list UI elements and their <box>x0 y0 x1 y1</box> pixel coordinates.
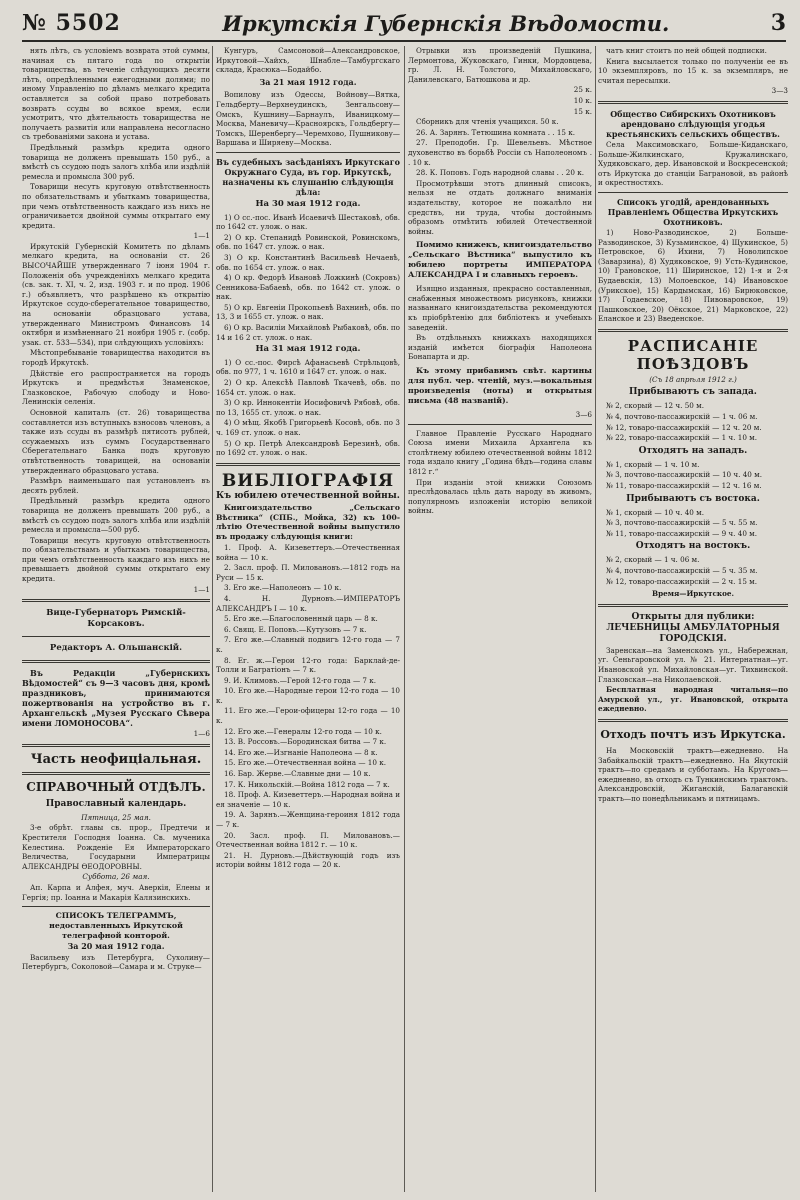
telegram-list: Вопилову изъ Одессы, Войнову—Вятка, Гельдберту—Верхнеудинскъ, Зенгальсону—Омскъ, Кушнину—Барнаулъ, Иваницкому—Москва, Маневичу—Красноярскъ, Гольдбергу—Томскъ, Шеренбергу—Черемхово, Пушникову—Варшава и Ширяеву—Москва. <box>216 90 400 148</box>
divider <box>22 744 210 747</box>
schedule-section-title: Отходятъ на востокъ. <box>635 541 751 552</box>
book-item: 6. Свящ. Е. Поповъ.—Кутузовъ — 7 к. <box>224 624 367 634</box>
paragraph: Отрывки изъ произведеній Пушкина, Лермонтова, Жуковскаго, Гинки, Мордовцева, гр. Л. Н. Толстого, Михайловскаго, Данилевскаго, Батюшкова и др. <box>408 46 592 84</box>
schedule-row: № 12, товаро-пассажирскій — 2 ч. 15 м. <box>606 576 758 586</box>
divider <box>408 424 592 425</box>
schedule-row: № 2, скорый — 1 ч. 06 м. <box>606 555 700 565</box>
schedule-row: № 3, почтово-пассажирскій — 5 ч. 55 м. <box>606 518 758 528</box>
page-header <box>22 6 786 42</box>
court-case: 5) О кр. Петрѣ Александровѣ Березинѣ, обв. по 1692 ст. улож. о нак. <box>216 438 400 458</box>
divider <box>22 906 210 907</box>
reference-section-title: СПРАВОЧНЫЙ ОТДѢЛЪ. <box>26 779 206 794</box>
paragraph: Просмотрѣвши этотъ длинный списокъ, нельзя не отдать должнаго вниманія издательству, которое не пожалѣло ни средствъ, ни труда, чтобы достойнымъ образомъ отмѣтить юбилей Отечественной войны. <box>408 178 592 236</box>
book-item: 28. К. Поповъ. Годъ народной славы . . 20 к. <box>416 168 585 178</box>
unofficial-section-title: Часть неофиціальная. <box>30 751 202 767</box>
signature-code: 1—1 <box>193 584 210 594</box>
schedule-row: № 4, почтово-пассажирскій — 5 ч. 35 м. <box>606 566 758 575</box>
book-item: 19. А. Зарянъ.—Женщина-героиня 1812 года — 7 к. <box>216 810 400 829</box>
train-schedule-title: РАСПИСАНІЕ ПОѢЗДОВЪ <box>627 336 759 373</box>
column-3 <box>408 46 592 1192</box>
book-item: 9. И. Климовъ.—Герой 12-го года — 7 к. <box>224 675 377 685</box>
paragraph: чатъ книг стоитъ по ней общей подписки. <box>606 46 767 55</box>
portrait-notice: Помимо книжекъ, книгоиздательство „Сельскаго Вѣстника“ выпустило къ юбилею портреты ИМПЕРАТОРА АЛЕКСАНДРА I и славныхъ героевъ. <box>408 240 592 280</box>
schedule-row: № 1, скорый — 1 ч. 10 м. <box>606 459 700 469</box>
book-item: 17. К. Никольскій.—Война 1812 года — 7 к. <box>224 779 390 789</box>
paragraph: Товарищи несутъ круговую отвѣтственность по обязательствамъ и убыткамъ товарищества, при чемъ отвѣтственность каждаго изъ нихъ не превышаетъ двойной суммы открытаго ему кредита. <box>22 535 210 584</box>
paragraph: Предѣльный размѣръ кредита одного товарища не долженъ превышать 150 руб., а вмѣстѣ съ ссудою подъ залогъ хлѣба или издѣлій ремесла и промысла 300 руб. <box>22 142 210 181</box>
column-divider <box>595 46 596 1192</box>
book-item: 20. Засл. проф. П. Миловановъ.—Отечественная война 1812 г. — 10 к. <box>216 830 400 850</box>
court-case: 2) О кр. Степанидѣ Ровинской, Ровинскомъ, обв. по 1647 ст. улож. о нак. <box>216 232 400 252</box>
publisher-intro: Книгоиздательство „Сельскаго Вѣстника“ (СПБ., Мойка, 32) къ 100-лѣтію Отечественной войны выпустило въ продажу слѣдующія книги: <box>216 502 400 542</box>
bibliography-title: ВИБЛІОГРАФІЯ <box>221 470 395 491</box>
schedule-section-title: Отходятъ на западъ. <box>638 445 748 456</box>
book-item: 21. Н. Дурновъ.—Дѣйствующій годъ изъ исторіи войны 1812 года — 20 к. <box>216 850 400 870</box>
schedule-rows <box>598 555 788 586</box>
publication-title: Иркутскія Губернскія Вѣдомости. <box>222 10 670 36</box>
book-item: 27. Преподобн. Гр. Шевельевъ. Мѣстное духовенство въ борьбѣ Россіи съ Наполеономъ . . 10 к. <box>408 138 592 167</box>
book-item: 8. Ег. ж.—Герои 12-го года: Барклай-де-Толли и Багратіонъ — 7 к. <box>216 655 400 675</box>
schedule-row: № 11, товаро-пассажирскій — 12 ч. 16 м. <box>606 481 762 491</box>
calendar-day: Пятница, 25 мая. <box>81 812 151 822</box>
paragraph: Товарищи несутъ круговую отвѣтственность по обязательствамъ и убыткамъ товарищества, при чемъ отвѣтственность каждаго изъ нихъ не ограничивается двойной суммы открытаго ему кредита. <box>22 182 210 230</box>
column-1 <box>22 46 210 1192</box>
schedule-rows <box>598 508 788 539</box>
divider <box>22 660 210 663</box>
book-item: 5. Его же.—Благословенный царь — 8 к. <box>224 614 378 624</box>
court-case: 1) О сс.-пос. Фирсѣ Афанасьевѣ Стрѣльцовѣ, обв. по 977, 1 ч. 1610 и 1647 ст. улож. о нак. <box>216 357 400 377</box>
divider <box>598 604 788 607</box>
schedule-section-title: Прибываютъ съ запада. <box>629 387 757 398</box>
signature-code: 3—3 <box>771 86 788 96</box>
editor-signature: Редакторъ А. Ольшанскій. <box>49 643 183 654</box>
schedule-row: № 4, почтово-пассажирскій — 1 ч. 06 м. <box>606 412 758 422</box>
schedule-section-title: Прибываютъ съ востока. <box>626 493 760 504</box>
vice-governor-signature: Вице-Губернаторъ Римскій-Корсаковъ. <box>46 608 186 630</box>
book-item: 4. Н. Дурновъ.—ИМПЕРАТОРЪ АЛЕКСАНДРЪ I — 10 к. <box>216 593 400 613</box>
column-divider <box>404 46 405 1192</box>
telegram-date: За 21 мая 1912 года. <box>259 76 357 87</box>
telegram-date: За 20 мая 1912 года. <box>67 941 165 952</box>
book-item: 18. Проф. А. Кизеветтеръ.—Народная война и ея значеніе — 10 к. <box>216 790 400 809</box>
calendar-title: Православный календарь. <box>45 798 187 809</box>
schedule-rows <box>598 401 788 442</box>
paragraph: 1) Ново-Разводинское, 2) Больше-Разводинское, 3) Кузьминское, 4) Щукинское, 5) Петровское, 6) Ихини, 7) Новолипское (Заварзина), 8) Худяковское, 9) Усть-Кудинское, 10) Грановское, 11) Ширинское, 12) 1-я и 2-я Будаевскія, 13) Молоевское, 14) Ивановское (Урикское), 15) Кардымская, 16) Бирюковское, 17) Годаевское, 18) Пивоваровское, 19) Пашковское, 20) Оёкское, 21) Марковское, 22) Еланское и 23) Введенское. <box>598 227 788 324</box>
clinics-title: Открыты для публики: ЛЕЧЕБНИЦЫ АМБУЛАТОРНЫЯ ГОРОДСКІЯ. <box>606 611 780 644</box>
schedule-row: № 2, скорый — 12 ч. 50 м. <box>606 401 704 411</box>
book-item: 7. Его же.—Славный подвигъ 12-го года — 7 к. <box>216 635 400 654</box>
court-case: 5) О кр. Евгеніи Прокопьевѣ Вахнинѣ, обв. по 13, 3 и 1655 ст. улож. о нак. <box>216 302 400 322</box>
court-case: 3) О кр. Иннокентіи Иосифовичѣ Рябовѣ, обв. по 13, 1655 ст. улож. о нак. <box>216 398 400 417</box>
book-item: 15. Его же.—Отечественная война — 10 к. <box>224 758 386 768</box>
court-date: На 30 мая 1912 года. <box>255 198 361 209</box>
signature-code: 1—6 <box>193 729 210 739</box>
paragraph: Сборникъ для чтенія учащихся. 50 к. <box>416 117 559 127</box>
page-number: 3 <box>770 10 786 36</box>
jubilee-subtitle: Къ юбилею отечественной войны. <box>216 490 400 501</box>
calendar-day: Суббота, 26 мая. <box>82 872 150 882</box>
telegram-list: Кунгуръ, Самсоновой—Александровское, Иркутовой—Хайхъ, Шнабле—Тамбургскаго склада, Красюка—Бодайбо. <box>216 46 400 75</box>
book-list <box>216 543 400 870</box>
paragraph: На Московскій трактъ—ежедневно. На Забайкальскій трактъ—ежедневно. На Якутскій трактъ—по средамъ и субботамъ. На Кругомъ—ежедневно, въ отходъ съ Тункинскимъ трактомъ. Александровскій, Жиганскій, Балаганскій трактъ—по понедѣльникамъ и пятницамъ. <box>598 745 788 803</box>
paragraph: Книга высылается только по полученіи ее въ 10 экземпляровъ, по 15 к. за экземпляръ, не считая пересылки. <box>598 56 788 85</box>
paragraph: Основной капиталъ (ст. 26) товарищества составляется изъ вступныхъ взносовъ членовъ, а также изъ ссуды въ размѣрѣ пятисотъ рублей, ссужаемыхъ изъ суммъ Государственнаго Сберегательнаго Банка подъ круговую отвѣтственность товарищей, на основаніи утвержденнаго образцоваго устава. <box>22 407 210 475</box>
book-item: 12. Его же.—Генералы 12-го года — 10 к. <box>224 726 382 736</box>
schedule-row: № 3, почтово-пассажирскій — 10 ч. 40 м. <box>606 470 763 480</box>
book-item: 3. Его же.—Наполеонъ — 10 к. <box>224 583 342 593</box>
paragraph: Мѣстопребываніе товарищества находится въ городѣ Иркутскѣ. <box>22 348 210 367</box>
court-case: 4) О мѣщ. Якобѣ Григорьевѣ Косовѣ, обв. по 3 ч. 169 ст. улож. о нак. <box>216 418 400 437</box>
post-title: Отходъ почтъ изъ Иркутска. <box>600 727 786 741</box>
column-2 <box>216 46 400 1192</box>
divider <box>22 772 210 775</box>
signature-code: 3—6 <box>575 410 592 420</box>
court-case: 2) О кр. Алексѣѣ Павловѣ Ткачевѣ, обв. по 1654 ст. улож. о нак. <box>216 378 400 397</box>
price: 15 к. <box>573 106 592 116</box>
calendar-text: Ап. Карпа и Алфея, муч. Аверкія, Елены и Гергія; пр. Іоанна и Макарія Калязинскихъ. <box>22 883 210 902</box>
paragraph: При изданіи этой книжки Союзомъ преслѣдовалась цѣль дать народу въ живомъ, популярномъ изложеніи исторію великой войны. <box>408 477 592 516</box>
paragraph: Въ отдѣльныхъ книжкахъ находящихся изданій имѣется біографія Наполеона Бонапарта и др. <box>408 333 592 362</box>
paragraph: Предѣльный размѣръ кредита одного товарища не долженъ превышать 200 руб., а вмѣстѣ съ ссудою подъ залогъ хлѣба или издѣлій ремесла и промысла—500 руб. <box>22 496 210 535</box>
paragraph: Главное Правленіе Русскаго Народнаго Союза имени Михаила Архангела къ столѣтнему юбилею отечественной войны 1812 года издало книгу „Година бѣдъ—година славы 1812 г.“ <box>408 428 592 476</box>
court-case: 3) О кр. Константинѣ Васильевѣ Нечаевѣ, обв. по 1654 ст. улож. о нак. <box>216 252 400 272</box>
divider <box>598 719 788 722</box>
divider <box>598 329 788 332</box>
telegram-list: Васильеву изъ Петербурга, Сухолину—Петербургъ, Соколовой—Самара и м. Струке— <box>22 952 210 972</box>
price: 10 к. <box>573 95 592 105</box>
calendar-text: 3-е обрѣт. главы св. прор., Предтечи и Крестителя Господня Іоанна. Св. мученика Келестина. Рожденіе Ея Императорскаго Величества, Государыни Императрицы АЛЕКСАНДРЫ ѲЕОДОРОВНЫ. <box>22 823 210 871</box>
telegram-list-title: СПИСОКЪ ТЕЛЕГРАММЪ, недоставленныхъ Иркутской телеграфной конторой. <box>49 911 183 941</box>
paragraph: Изящно изданныя, прекрасно составленныя, снабженныя множествомъ рисунковъ, книжки названнаго книгоиздательства рекомендуются къ пріобрѣтенію для библіотекъ и учебныхъ заведеній. <box>408 284 592 332</box>
paragraph: Заренская—на Заменскомъ ул., Набережная, уг. Сеньгаровской ул. № 21. Интернатная—уг. Ивановской ул. Михайловская—уг. Тихвинской. Глазковская—на Николаевской. <box>598 645 788 684</box>
book-item: 2. Засл. проф. П. Миловановъ.—1812 годъ на Руси — 15 к. <box>216 563 400 582</box>
column-divider <box>212 46 213 1192</box>
court-section-title: Въ судебныхъ засѣданіяхъ Иркутскаго Окружнаго Суда, въ гор. Иркутскѣ, назначены къ слушанію слѣдующія дѣла: <box>216 156 400 197</box>
book-item: 1. Проф. А. Кизеветтеръ.—Отечественная война — 10 к. <box>216 542 400 562</box>
court-case: 1) О сс.-пос. Иванѣ Исаевичѣ Шестаковѣ, обв. по 1642 ст. улож. о нак. <box>216 212 400 232</box>
court-case: 6) О кр. Василіи Михайловѣ Рыбаковѣ, обв. по 14 и 16 2 ст. улож. о нак. <box>216 323 400 342</box>
paragraph: Дѣйствіе его распространяется на городъ Иркутскъ и предмѣстья Знаменское, Глазковское, Рабочую слободу и Ново-Ленинскія селенія. <box>22 368 210 407</box>
signature-code: 1—1 <box>193 231 210 241</box>
schedule-row: № 1, скорый — 10 ч. 40 м. <box>606 507 704 517</box>
grounds-list-title: Списокъ угодій, арендованныхъ Правленіемъ Общества Иркутскихъ Охотниковъ. <box>607 196 779 227</box>
divider <box>22 599 210 602</box>
schedule-subtitle: (Съ 18 апрѣля 1912 г.) <box>649 374 737 384</box>
divider <box>216 463 400 466</box>
parts-notice: Къ этому прибавимъ свѣт. картины для публ. чер. чтеній, муз.—вокальныя произведенія (ноты) и открытыя письма (48 названій). <box>408 366 592 406</box>
price: 25 к. <box>573 85 592 95</box>
book-item: 26. А. Зарянъ. Тетюшина комната . . 15 к. <box>416 127 576 137</box>
time-note: Время—Иркутское. <box>652 589 734 599</box>
issue-number: № 5502 <box>22 10 121 36</box>
divider <box>598 101 788 104</box>
book-item: 16. Бар. Жерве.—Славные дни — 10 к. <box>224 769 371 779</box>
hunters-title: Общество Сибирскихъ Охотниковъ арендовано слѣдующія угодья крестьянскихъ сельскихъ обществъ. <box>606 108 780 139</box>
column-4 <box>598 46 788 1192</box>
schedule-row: № 12, товаро-пассажирскій — 12 ч. 20 м. <box>606 422 762 432</box>
divider <box>22 636 210 637</box>
paragraph: Села Максимовскаго, Больше-Киданскаго, Больше-Жилкинскаго, Кружалинскаго, Худяковскаго, дер. Ивановской и Воскресенской; отъ Иркутска до станціи Баграновой, въ районѣ и окрестностяхъ. <box>598 139 788 188</box>
schedule-rows <box>598 460 788 491</box>
paragraph: Бесплатная народная читальня—по Амурской ул., уг. Ивановской, открыта ежедневно. <box>598 685 788 714</box>
schedule-row: № 22, товаро-пассажирскій — 1 ч. 10 м. <box>606 433 758 443</box>
book-item: 13. В. Россовъ.—Бородинская битва — 7 к. <box>224 737 387 747</box>
court-case: 4) О кр. Федорѣ Ивановѣ Ложкинѣ (Сокровъ) Сенникова-Бабаевѣ, обв. по 1642 ст. улож. о нак. <box>216 273 400 302</box>
court-date: На 31 мая 1912 года. <box>255 344 361 355</box>
book-item: 14. Его же.—Изгнаніе Наполеона — 8 к. <box>224 747 378 757</box>
divider <box>598 192 788 193</box>
paragraph: Иркутскій Губернскій Комитетъ по дѣламъ мелкаго кредита, на основаніи ст. 26 ВЫСОЧАЙШЕ утвержденнаго 7 іюня 1904 г. Положенія объ учрежденіяхъ мелкаго кредита (св. зак. т. XI, ч. 2, изд. 1903 г. и по прод. 1906 г.) объявляетъ, что разрѣшено къ открытію Иркутское ссудо-сберегательное товарищество, на основаніи образцоваго устава, утвержденнаго Министромъ Финансовъ 14 октября и измѣненнаго 21 ноября 1905 г. (собр. узак. ст. 533—534), при слѣдующихъ условіяхъ: <box>22 241 210 347</box>
divider <box>216 152 400 153</box>
book-item: 10. Его же.—Народные герои 12-го года — 10 к. <box>216 686 400 705</box>
book-item: 11. Его же.—Герои-офицеры 12-го года — 10 к. <box>216 706 400 726</box>
office-notice: Въ Редакціи „Губернскихъ Вѣдомостей“ съ 9—3 часовъ дня, кромѣ праздниковъ, принимаются пожертвованія на устройство въ г. Архангельскѣ „Музея Русскаго Сѣвера имени ЛОМОНОСОВА“. <box>22 668 210 729</box>
paragraph: нять лѣтъ, съ условіемъ возврата этой суммы, начиная съ пятаго года по открытіи товарищества, въ теченіе слѣдующихъ десяти лѣтъ, опредѣленными ежегодными долями; по иному Управленію по дѣламъ мелкаго кредита оставляется за собой право потребовать возвратъ ссуды во всякое время, если усмотритъ, что дѣятельность товарищества не получаетъ развитія или направлена несогласно съ требованіями закона и устава. <box>22 46 210 142</box>
schedule-row: № 11, товаро-пассажирскій — 9 ч. 40 м. <box>606 528 758 538</box>
paragraph: Размѣръ наименьшаго пая установленъ въ десять рублей. <box>22 476 210 495</box>
